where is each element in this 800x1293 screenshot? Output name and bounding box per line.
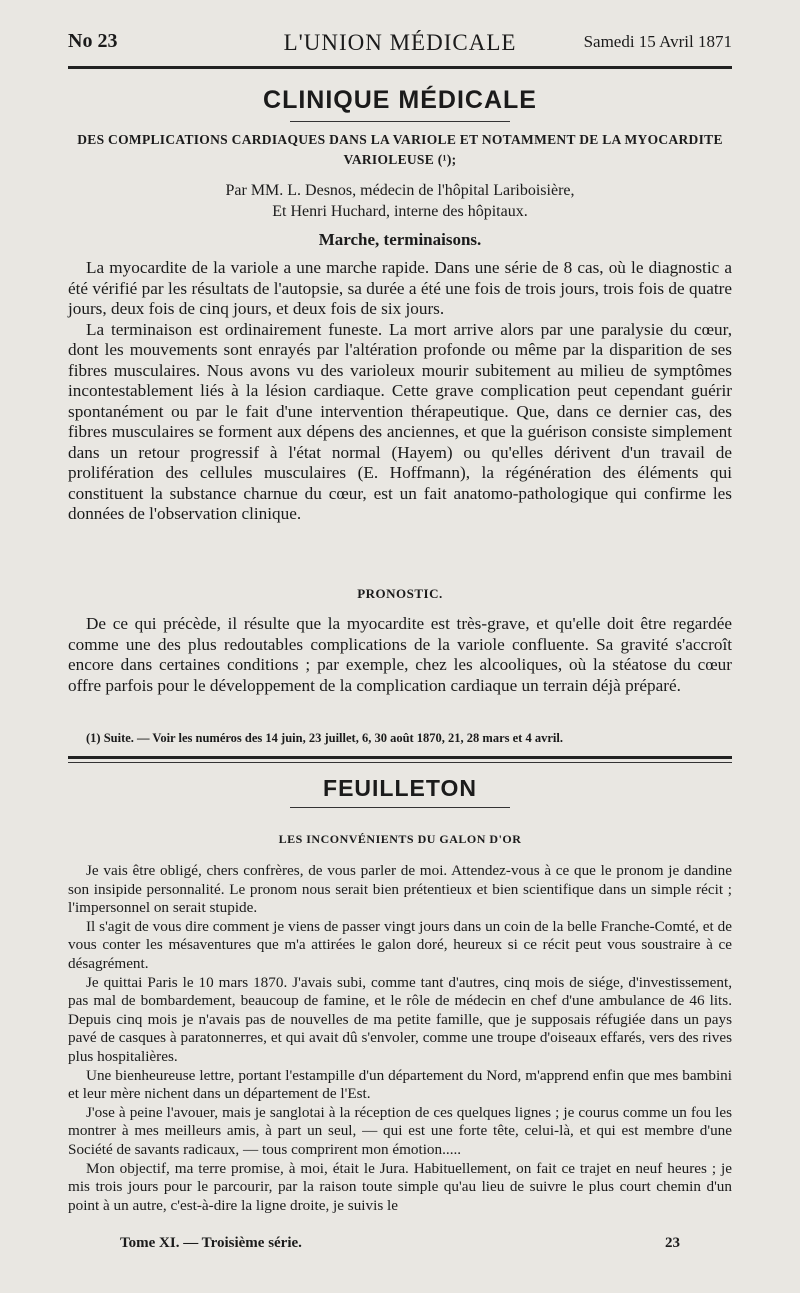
volume-label: Tome XI. — Troisième série. [120, 1235, 302, 1251]
pronostic-paragraph [68, 614, 732, 696]
section-title-feuilleton: FEUILLETON [323, 775, 477, 801]
paragraph: Je quittai Paris le 10 mars 1870. J'avais subi, comme tant d'autres, cinq mois de siége, d'investissement, pas mal de bombardement, beaucoup de famine, et le rôle de médecin en chef d'une ambulance de 46 lits. Depuis cinq mois je n'avais pas de nouvelles de ma petite famille, que je supposais réfugiée dans un pays pavé de casques à paratonnerres, et qui avait dû s'envoler, comme une troupe d'oiseaux effarés, vers des rives plus hospitalières. [68, 973, 732, 1065]
journal-title: L'UNION MÉDICALE [283, 30, 517, 55]
clinique-paragraphs [68, 258, 732, 525]
feuilleton-rule-top [68, 756, 732, 759]
page-number: 23 [665, 1235, 680, 1251]
page-header [68, 30, 732, 60]
feuilleton-rule-thin [68, 762, 732, 763]
subhead-pronostic: PRONOSTIC. [357, 586, 443, 601]
paragraph: Une bienheureuse lettre, portant l'estampille d'un département du Nord, m'apprend enfin que mes bambini et leur mère nichent dans un département de l'Est. [68, 1066, 732, 1103]
paragraph: La myocardite de la variole a une marche rapide. Dans une série de 8 cas, où le diagnostic a été vérifié par les résultats de l'autopsie, sa durée a été une fois de trois jours, trois fois de quatre jours, deux fois de cinq jours, et deux fois de six jours. [68, 258, 732, 318]
footnote: (1) Suite. — Voir les numéros des 14 juin, 23 juillet, 6, 30 août 1870, 21, 28 mars et 4 avril. [86, 731, 563, 745]
section-title-clinique: CLINIQUE MÉDICALE [263, 86, 537, 114]
paragraph: La terminaison est ordinairement funeste. La mort arrive alors par une paralysie du cœur, dont les mouvements sont enrayés par l'altération profonde ou même par la disparition de ses fibres musculaires. Nous avons vu des varioleux mourir subitement au milieu de symptômes incontestablement liés à la lésion cardiaque. Cette grave complication peut cependant guérir spontanément ou par le fait d'une intervention thérapeutique. Que, dans ce dernier cas, des fibres musculaires se forment aux dépens des anciennes, et que la guérison consiste simplement dans un retour progressif à l'état normal (Hayem) ou qu'elles dérivent d'un travail de prolifération des cellules musculaires (E. Hoffmann), la régénération des éléments qui constituent la substance charnue du cœur, est un fait anatomo-pathologique qui confirme les données de l'observation clinique. [68, 319, 732, 523]
article-byline: Par MM. L. Desnos, médecin de l'hôpital Lariboisière, Et Henri Huchard, interne des hôpitaux. [225, 182, 575, 220]
feuilleton-paragraphs [68, 862, 732, 1215]
issue-date: Samedi 15 Avril 1871 [583, 32, 732, 51]
paragraph: J'ose à peine l'avouer, mais je sanglotai à la réception de ces quelques lignes ; je courus comme un fou les montrer à mes meilleurs amis, à part un seul, — qui est une forte tête, celui-là, et qui est membre d'une Société de savants radicaux, — tous comprirent mon émotion..... [68, 1103, 732, 1158]
subhead-marche: Marche, terminaisons. [318, 230, 482, 249]
paragraph: De ce qui précède, il résulte que la myocardite est très-grave, et qu'elle doit être regardée comme une des plus redoutables complications de la variole confluente. Sa gravité s'accroît encore dans certaines conditions ; par exemple, chez les alcooliques, où la stéatose du cœur offre parfois pour le développement de la complication cardiaque un terrain déjà préparé. [68, 614, 732, 695]
feuilleton-underline [290, 807, 510, 808]
article-subtitle: DES COMPLICATIONS CARDIAQUES DANS LA VARIOLE ET NOTAMMENT DE LA MYOCARDITE VARIOLEUSE (¹); [77, 132, 723, 167]
page-footer [120, 1235, 680, 1259]
paragraph: Mon objectif, ma terre promise, à moi, était le Jura. Habituellement, on fait ce trajet en neuf heures ; je mis trois jours pour le parcourir, par la raison toute simple qu'au lieu de suivre le plus court chemin d'un point à un autre, c'est-à-dire la ligne droite, je suivis le [68, 1159, 732, 1214]
title-underline [290, 121, 510, 122]
paragraph: Il s'agit de vous dire comment je viens de passer vingt jours dans un coin de la belle Franche-Comté, et de vous conter les mésaventures que m'a attirées le galon doré, heureux si ce récit peut vous soustraire à ce désagrément. [68, 917, 732, 972]
paragraph: Je vais être obligé, chers confrères, de vous parler de moi. Attendez-vous à ce que le pronom je dandine son insipide personnalité. Le pronom nous serait bien prétentieux et bien scientifique dans un simple récit ; l'impersonnel on serait stupide. [68, 862, 732, 917]
header-rule [68, 66, 732, 69]
feuilleton-subtitle: LES INCONVÉNIENTS DU GALON D'OR [278, 832, 522, 846]
issue-number: No 23 [68, 30, 118, 52]
